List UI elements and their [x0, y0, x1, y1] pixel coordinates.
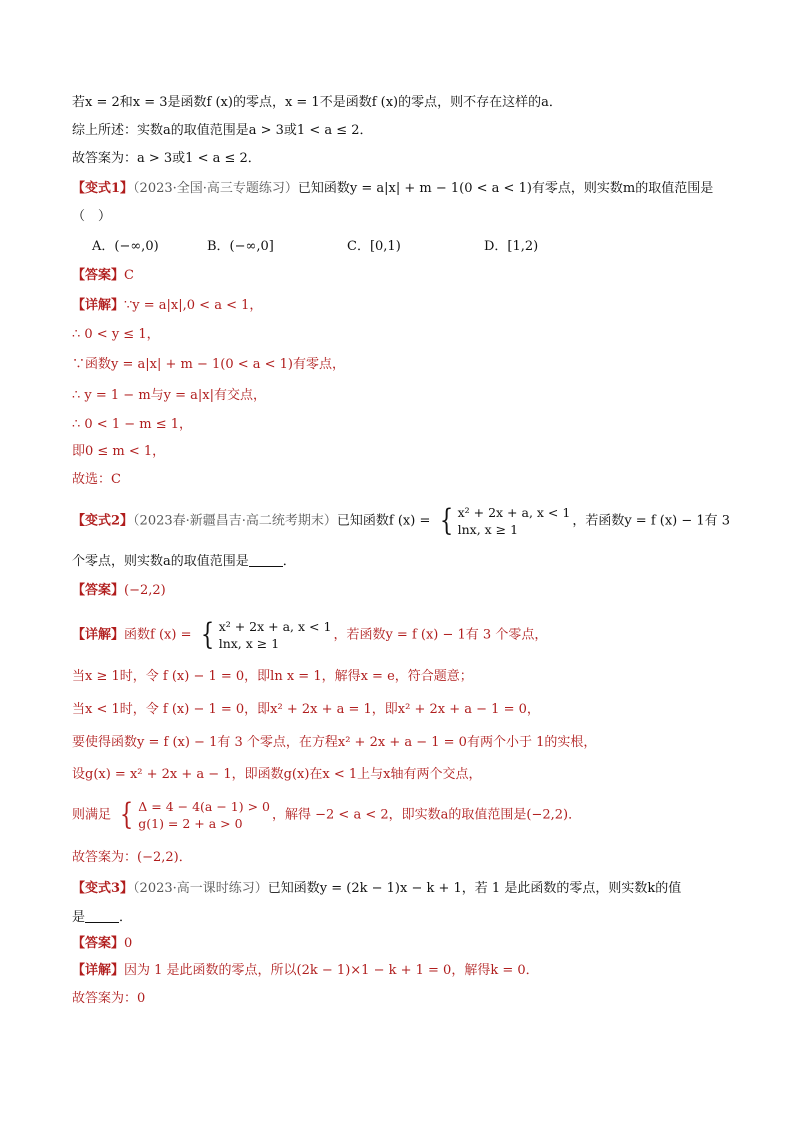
problem-1-options	[92, 238, 552, 256]
detail-text: ，若函数y = f (x) − 1有 3 个零点，	[333, 627, 548, 643]
brace-symbol: {	[120, 797, 134, 832]
detail-step: 当x < 1时，令 f (x) − 1 = 0，即x² + 2x + a = 1，即x² + 2x + a − 1 = 0，	[72, 702, 540, 717]
piecewise-function	[198, 618, 332, 652]
problem-2-heading	[72, 504, 730, 539]
problem-3-source: （2023·高一课时练习）	[133, 881, 268, 896]
answer-value: (−2,2)	[124, 583, 166, 598]
detail-step: 即0 ≤ m < 1，	[72, 444, 166, 459]
detail-step: 故选：C	[72, 472, 121, 487]
problem-1-heading	[72, 180, 713, 198]
question-text: 是	[72, 910, 86, 925]
problem-3-question-line2	[72, 908, 132, 927]
problem-2-question-start: 已知函数f (x) =	[336, 513, 431, 529]
detail-step: 故答案为：(−2,2)．	[72, 850, 192, 865]
answer-tag: 【答案】	[72, 268, 125, 283]
detail-step: 当x ≥ 1时，令 f (x) − 1 = 0，即ln x = 1，解得x = e，符合题意；	[72, 669, 473, 684]
detail-step: ∵y = a|x|,0 < a < 1，	[124, 298, 263, 313]
answer-tag: 【答案】	[72, 583, 125, 598]
problem-3-answer	[72, 935, 132, 953]
question-text: 个零点，则实数a的取值范围是	[72, 554, 249, 569]
detail-step: ∴ 0 < y ≤ 1，	[72, 327, 160, 342]
answer-tag: 【答案】	[72, 936, 125, 951]
question-end: ．	[282, 554, 296, 569]
detail-step-system	[72, 798, 581, 833]
detail-step: 设g(x) = x² + 2x + a − 1，即函数g(x)在x < 1上与x轴有两个交点，	[72, 767, 482, 782]
text-line: 综上所述：实数a的取值范围是a > 3或1 < a ≤ 2．	[72, 123, 373, 138]
detail-step: ∵函数y = a|x| + m − 1(0 < a < 1)有零点，	[72, 357, 346, 372]
answer-blank	[249, 552, 283, 567]
case-line: Δ = 4 − 4(a − 1) > 0	[138, 799, 270, 814]
cases-block	[458, 504, 571, 538]
problem-1-tag: 【变式1】	[72, 181, 134, 196]
brace-symbol: {	[200, 617, 214, 652]
detail-tag: 【详解】	[72, 627, 125, 643]
problem-3-heading	[72, 880, 681, 898]
problem-2-question-end: ，若函数y = f (x) − 1有 3	[572, 513, 731, 529]
option-d: D．[1,2)	[484, 239, 539, 254]
question-end: ．	[119, 910, 133, 925]
problem-1-question: 已知函数y = a|x| + m − 1(0 < a < 1)有零点，则实数m的取值范围是	[297, 181, 714, 196]
case-line: lnx, x ≥ 1	[218, 636, 280, 651]
case-line: x² + 2x + a, x < 1	[457, 505, 571, 520]
option-a: A．(−∞,0)	[92, 239, 159, 254]
problem-2-source: （2023春·新疆昌吉·高二统考期末）	[133, 513, 337, 529]
inequality-system	[117, 798, 270, 832]
detail-text: 函数f (x) =	[124, 627, 192, 643]
detail-step: 要使得函数y = f (x) − 1有 3 个零点，在方程x² + 2x + a − 1 = 0有两个小于 1的实根，	[72, 735, 597, 750]
problem-1-detail	[72, 297, 262, 315]
problem-2-detail	[72, 618, 547, 653]
problem-2-tag: 【变式2】	[72, 513, 134, 529]
problem-3-question: 已知函数y = (2k − 1)x − k + 1，若 1 是此函数的零点，则实数k的值	[267, 881, 682, 896]
detail-text: 因为 1 是此函数的零点，所以(2k − 1)×1 − k + 1 = 0，解得k = 0．	[124, 963, 539, 978]
option-c: C．[0,1)	[347, 239, 401, 254]
detail-text: 则满足	[72, 807, 112, 823]
brace-symbol: {	[439, 503, 453, 538]
detail-text: ，解得 −2 < a < 2，即实数a的取值范围是(−2,2)．	[271, 807, 582, 823]
text-line: 若x = 2和x = 3是函数f (x)的零点，x = 1不是函数f (x)的零点，则不存在这样的a．	[72, 95, 562, 110]
detail-tag: 【详解】	[72, 963, 125, 978]
problem-3-tag: 【变式3】	[72, 881, 134, 896]
case-line: lnx, x ≥ 1	[457, 522, 519, 537]
detail-tag: 【详解】	[72, 298, 125, 313]
problem-2-answer	[72, 582, 166, 600]
answer-blank	[85, 908, 119, 923]
problem-2-question-line2	[72, 552, 296, 571]
cases-block	[219, 618, 332, 652]
problem-3-detail	[72, 962, 539, 980]
answer-value: 0	[124, 936, 133, 951]
detail-step: ∴ y = 1 − m与y = a|x|有交点，	[72, 388, 267, 403]
detail-step: 故答案为：0	[72, 991, 146, 1006]
piecewise-function	[437, 504, 571, 538]
answer-value: C	[124, 268, 134, 283]
option-b: B．(−∞,0]	[207, 239, 274, 254]
text-line: 故答案为：a > 3或1 < a ≤ 2．	[72, 151, 261, 166]
detail-step: ∴ 0 < 1 − m ≤ 1，	[72, 417, 193, 432]
problem-1-source: （2023·全国·高三专题练习）	[133, 181, 298, 196]
problem-1-answer	[72, 267, 134, 285]
case-line: g(1) = 2 + a > 0	[138, 816, 243, 831]
problem-1-paren: （ ）	[72, 209, 112, 224]
cases-block	[138, 798, 270, 832]
case-line: x² + 2x + a, x < 1	[218, 619, 332, 634]
